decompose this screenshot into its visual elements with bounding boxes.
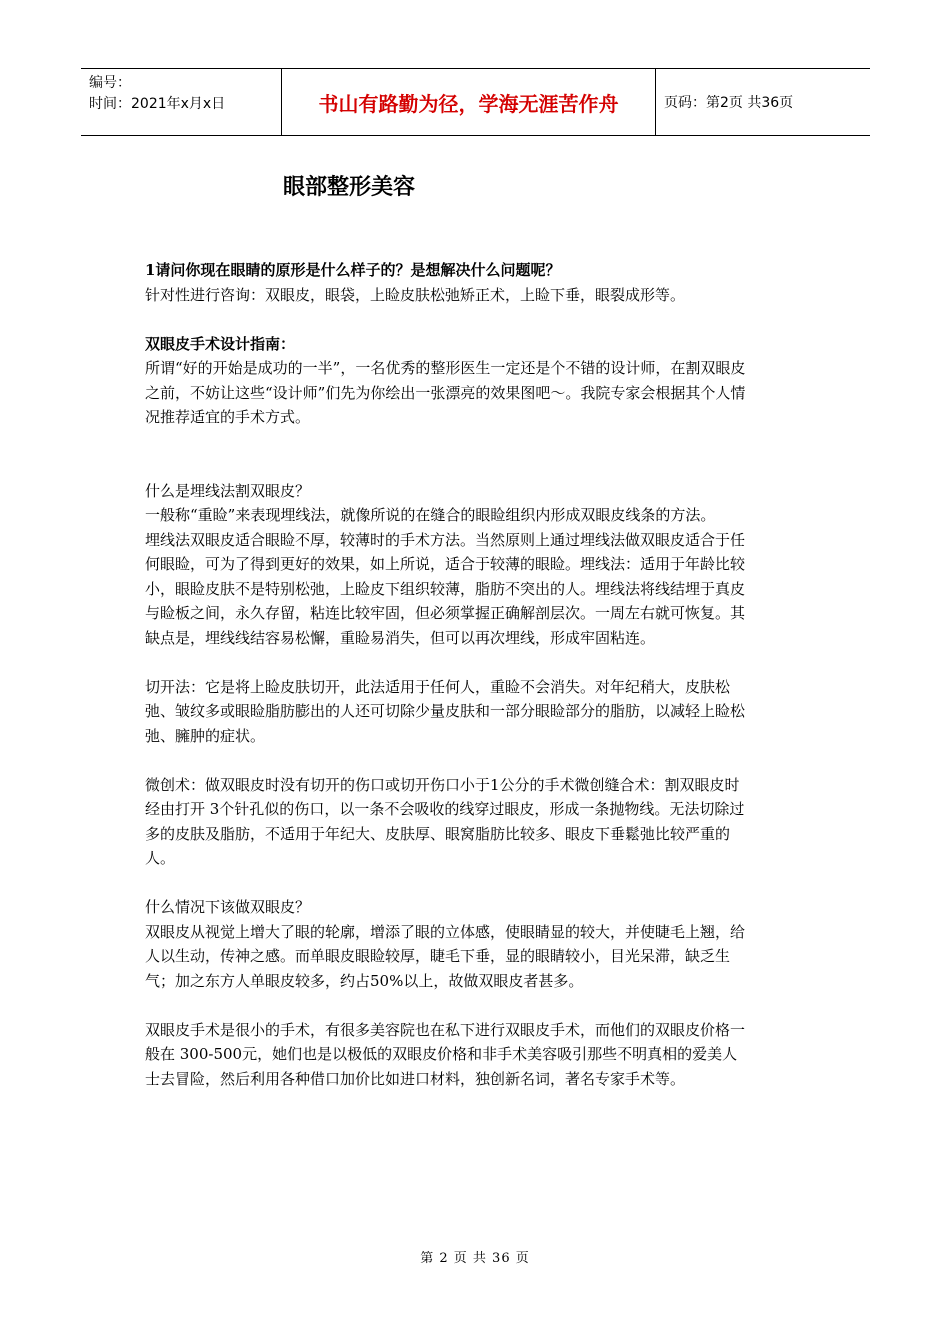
buried-paragraph-1: 一般称“重睑”来表现埋线法，就像所说的在缝合的眼睑组织内形成双眼皮线条的方法。 (145, 506, 716, 524)
spacer (145, 871, 750, 896)
document-title: 眼部整形美容 (283, 175, 416, 200)
spacer (145, 430, 750, 479)
guide-heading: 双眼皮手术设计指南： (145, 334, 296, 353)
date-label: 时间：2021年x月x日 (89, 96, 226, 112)
q1-heading: 1请问你现在眼睛的原形是什么样子的？是想解决什么问题呢？ (145, 261, 561, 279)
micro-paragraph: 微创术：做双眼皮时没有切开的伤口或切开伤口小于1公分的手术微创缝合术：割双眼皮时经由打开 3个针孔似的伤口，以一条不会吸收的线穿过眼皮，形成一条抛物线。无法切除过多的皮肤及脂肪，不适用于年纪大、皮肤厚、眼窝脂肪比较多、眼皮下垂鬆弛比较严重的人。 (145, 775, 745, 867)
header-motto: 书山有路勤为径，学海无涯苦作舟 (282, 69, 656, 135)
when-paragraph: 双眼皮从视觉上增大了眼的轮廓，增添了眼的立体感，使眼睛显的较大，并使睫毛上翘，给人以生动，传神之感。而单眼皮眼睑较厚，睫毛下垂，显的眼睛较小，目光呆滞，缺乏生气；加之东方人单眼皮较多，约占50%以上，故做双眼皮者甚多。 (145, 922, 746, 990)
q1-body: 针对性进行咨询：双眼皮，眼袋，上睑皮肤松弛矫正术，上睑下垂，眼裂成形等。 (145, 285, 686, 304)
header-page-info: 页码：第2页 共36页 (664, 95, 794, 111)
when-question: 什么情况下该做双眼皮？ (145, 898, 311, 916)
header-meta (81, 69, 282, 135)
spacer (145, 748, 750, 773)
page-footer: 第 2 页 共 36 页 (420, 1251, 530, 1266)
number-label: 编号： (89, 75, 131, 91)
buried-question: 什么是埋线法割双眼皮？ (145, 481, 311, 500)
price-paragraph: 双眼皮手术是很小的手术，有很多美容院也在私下进行双眼皮手术，而他们的双眼皮价格一般在 300-500元，她们也是以极低的双眼皮价格和非手术美容吸引那些不明真相的爱美人士去冒险，然后利用各种借口加价比如进口材料，独创新名词，著名专家手术等。 (145, 1020, 746, 1088)
incision-paragraph: 切开法：它是将上睑皮肤切开，此法适用于任何人，重睑不会消失。对年纪稍大，皮肤松弛、皱纹多或眼睑脂肪膨出的人还可切除少量皮肤和一部分眼睑部分的脂肪，以减轻上睑松弛、臃肿的症状。 (145, 677, 746, 745)
page-header (81, 68, 870, 136)
spacer (145, 307, 750, 332)
document-body (145, 258, 750, 1091)
buried-paragraph-2: 埋线法双眼皮适合眼睑不厚，较薄时的手术方法。当然原则上通过埋线法做双眼皮适合于任何眼睑，可为了得到更好的效果，如上所说，适合于较薄的眼睑。埋线法：适用于年龄比较小，眼睑皮肤不是特别松弛，上睑皮下组织较薄，脂肪不突出的人。埋线法将线结埋于真皮与睑板之间，永久存留，粘连比较牢固，但必须掌握正确解剖层次。一周左右就可恢复。其缺点是，埋线线结容易松懈，重睑易消失，但可以再次埋线，形成牢固粘连。 (145, 530, 746, 647)
guide-body: 所谓“好的开始是成功的一半”，一名优秀的整形医生一定还是个不错的设计师，在割双眼皮之前，不妨让这些“设计师”们先为你绘出一张漂亮的效果图吧～。我院专家会根据其个人情况推荐适宜的手术方式。 (145, 359, 746, 426)
spacer (145, 993, 750, 1018)
spacer (145, 650, 750, 675)
